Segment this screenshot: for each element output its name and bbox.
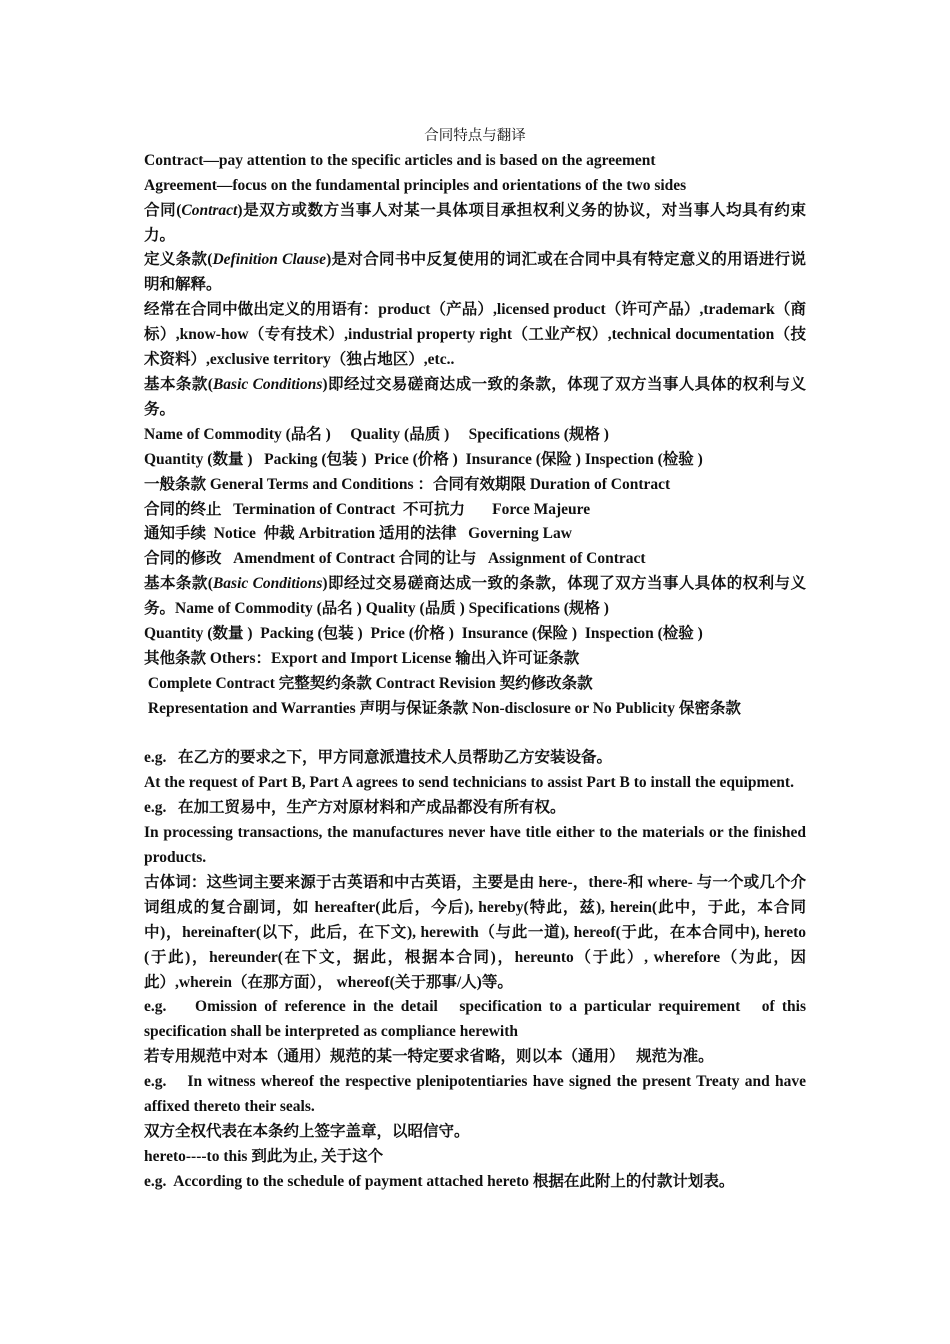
general-terms-line: 通知手续 Notice 仲裁 Arbitration 适用的法律 Governing Law [144,525,572,543]
document-body [144,124,810,1195]
example-cn: e.g. 在加工贸易中，生产方对原材料和产成品都没有所有权。 [144,799,566,817]
agreement-intro-line: Agreement—focus on the fundamental principles and orientations of the two sides [144,176,687,194]
others-line: 其他条款 Others：Export and Import License 输出入许可证条款 [144,649,580,667]
contract-intro-line: Contract—pay attention to the specific articles and is based on the agreement [144,151,656,169]
example-en: At the request of Part B, Part A agrees to send technicians to assist Part B to install the equipment. [144,774,794,792]
term-italic: Basic Conditions [212,376,323,394]
text-fragment: )即经过交易磋商达成一致的条款，体现了双方当事人具体的权利与义务。 [144,376,807,418]
term-italic: Basic Conditions [212,575,323,593]
blank-line [144,722,806,747]
text-fragment: )是双方或数方当事人对某一具体项目承担权利义务的协议，对当事人均具有约束力。 [144,201,806,244]
others-line: Representation and Warranties 声明与保证条款 Non-disclosure or No Publicity 保密条款 [144,699,741,717]
text-fragment: )是对合同书中反复使用的词汇或在合同中具有特定意义的用语进行说明和解释。 [144,251,806,294]
example-cn: e.g. 在乙方的要求之下，甲方同意派遣技术人员帮助乙方安装设备。 [144,749,613,767]
others-line: Complete Contract 完整契约条款 Contract Revision 契约修改条款 [144,674,593,692]
general-terms-line: 合同的终止 Termination of Contract 不可抗力 Force Majeure [144,500,591,518]
example-en: e.g. Omission of reference in the detail specification to a particular requirement of this specification shall be interpreted as compliance herewith [144,998,810,1041]
text-fragment: 基本条款( [144,376,213,394]
text-fragment: 基本条款( [144,575,213,593]
definition-clause-paragraph [144,248,806,298]
contract-definition [144,199,806,249]
example-cn: 双方全权代表在本条约上签字盖章，以昭信守。 [144,1122,470,1140]
text-fragment: 合同( [144,201,182,219]
general-terms-line: 一般条款 General Terms and Conditions ：合同有效期限 Duration of Contract [144,475,671,493]
example-line: e.g. According to the schedule of payment attached hereto 根据在此附上的付款计划表。 [144,1172,735,1190]
hereto-line: hereto----to this 到此为止, 关于这个 [144,1147,384,1165]
basic-items-line: Quantity (数量 ) Packing (包装 ) Price (价格 ) Insurance (保险 ) Inspection (检验 ) [144,450,703,468]
archaic-words-paragraph: 古体词：这些词主要来源于古英语和中古英语，主要是由 here-，there-和 where- 与一个或几个介词组成的复合副词，如 hereafter(此后，今后), hereby(特此，兹), herein(此中，于此，本合同中)，hereinafter(以下，此后，在下文), herewith（与此一道), hereof(于此，在本合同中), hereto (于此)，hereunder(在下文，据此，根据本合同)，hereunto（于此）, wherefore（为此，因此）,wherein（在那方面）， whereof(关于那事/人)等。 [144,873,806,991]
defined-terms-paragraph: 经常在合同中做出定义的用语有：product（产品）,licensed product（许可产品）,trademark（商标）,know-how（专有技术）,industrial property right（工业产权）,technical documentation（技术资料）,exclusive territory（独占地区）,etc.. [144,301,806,369]
basic-conditions-paragraph [144,572,806,622]
document-title: 合同特点与翻译 [424,128,526,144]
basic-items-line: Name of Commodity (品名 ) Quality (品质 ) Specifications (规格 ) [144,425,609,443]
example-en: e.g. In witness whereof the respective plenipotentiaries have signed the present Treaty and have affixed thereto their seals. [144,1073,810,1116]
basic-conditions-paragraph [144,373,806,423]
example-en: In processing transactions, the manufactures never have title either to the materials or the finished products. [144,824,806,867]
text-fragment: 定义条款( [144,251,213,269]
term-italic: Contract [181,201,238,219]
example-cn: 若专用规范中对本（通用）规范的某一特定要求省略，则以本（通用） 规范为准。 [144,1048,714,1066]
basic-items-line: Quantity (数量 ) Packing (包装 ) Price (价格 ) Insurance (保险 ) Inspection (检验 ) [144,624,703,642]
term-italic: Definition Clause [212,251,327,269]
general-terms-line: 合同的修改 Amendment of Contract 合同的让与 Assignment of Contract [144,550,646,568]
text-fragment: )即经过交易磋商达成一致的条款，体现了双方当事人具体的权利与义务。Name of Commodity (品名 ) Quality (品质 ) Specifications (规格 ) [144,575,807,618]
